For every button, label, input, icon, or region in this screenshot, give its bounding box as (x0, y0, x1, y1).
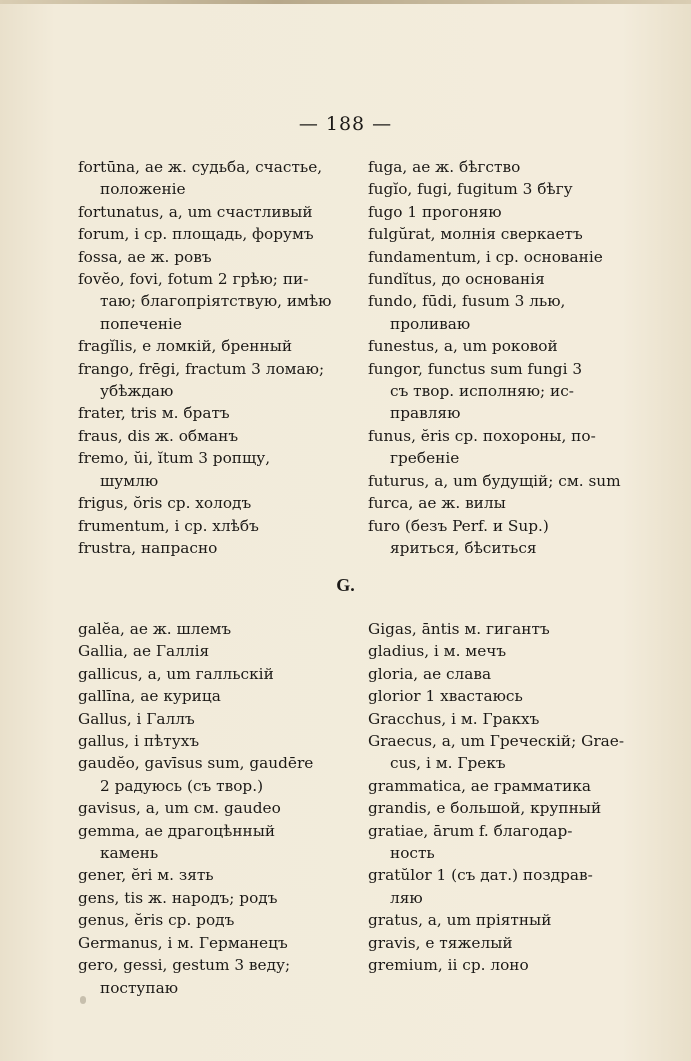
dictionary-entry: gratŭlor 1 (съ дат.) поздрав- (368, 866, 593, 885)
dictionary-entry: gaudĕo, gavīsus sum, gaudēre (78, 754, 314, 773)
dictionary-entry: fortūna, ae ж. судьба, счастье, (78, 158, 323, 176)
dictionary-entry-continuation: убѣждаю (100, 382, 174, 401)
dictionary-entry-continuation: гребеніе (390, 449, 460, 468)
dictionary-entry: gener, ĕri м. зять (78, 866, 214, 885)
dictionary-entry-continuation: 2 радуюсь (съ твор.) (100, 776, 264, 795)
dictionary-entry: galĕa, ae ж. шлемъ (78, 620, 232, 638)
dictionary-entry: gemma, ae драгоцѣнный (78, 821, 276, 840)
dictionary-entry: grandis, e большой, крупный (368, 799, 602, 818)
dictionary-entry: gavisus, a, um см. gaudeo (78, 799, 281, 818)
dictionary-entry: Germanus, i м. Германецъ (78, 933, 288, 952)
dictionary-entry: futurus, a, um будущій; см. sum (368, 471, 621, 490)
section-heading-g: G. (336, 575, 355, 595)
dictionary-entry-continuation: cus, i м. Грекъ (390, 754, 506, 773)
dictionary-entry: fuga, ae ж. бѣгство (368, 158, 521, 176)
scan-speck (80, 996, 86, 1004)
dictionary-entry: furca, ae ж. вилы (368, 494, 506, 513)
dictionary-entry: gero, gessi, gestum 3 веду; (78, 956, 291, 975)
dictionary-entry: gladius, i м. мечъ (368, 642, 507, 661)
dictionary-entry: fossa, ae ж. ровъ (78, 247, 212, 266)
dictionary-entry: frigus, ŏris ср. холодъ (78, 494, 252, 513)
dictionary-entry: Gigas, āntis м. гигантъ (368, 620, 550, 638)
dictionary-entry: frustra, напрасно (78, 538, 218, 557)
dictionary-entry: fundamentum, i ср. основаніе (368, 247, 603, 266)
dictionary-entry-continuation: шумлю (100, 471, 159, 490)
dictionary-entry: gallicus, a, um галльскій (78, 664, 274, 683)
dictionary-entry: fovĕo, fovi, fotum 2 грѣю; пи- (78, 270, 309, 289)
page-top-edge (0, 0, 691, 4)
dictionary-entry: Gallia, ae Галлія (78, 642, 210, 661)
dictionary-entry: frango, frēgi, fractum 3 ломаю; (78, 359, 325, 378)
dictionary-entry: fugĭo, fugi, fugitum 3 бѣгу (368, 180, 573, 199)
dictionary-entry: fugo 1 прогоняю (368, 202, 502, 221)
page-number: — 188 — (298, 113, 393, 135)
dictionary-entry: fundĭtus, до основанія (368, 270, 545, 289)
dictionary-entry: gallīna, ae курица (78, 687, 221, 706)
entries-g-left-column (78, 618, 350, 999)
dictionary-entry: frater, tris м. братъ (78, 404, 230, 423)
dictionary-entry-continuation: поступаю (100, 978, 179, 997)
dictionary-entry: fungor, functus sum fungi 3 (368, 359, 583, 378)
dictionary-entry: fulgŭrat, молнія сверкаетъ (368, 225, 583, 244)
dictionary-entry-continuation: яриться, бѣситься (390, 538, 537, 557)
dictionary-entry: gloria, ae слава (368, 664, 492, 683)
dictionary-entry: furo (безъ Perf. и Sup.) (368, 516, 549, 535)
dictionary-entry: gremium, ii ср. лоно (368, 956, 529, 975)
dictionary-entry-continuation: правляю (390, 404, 461, 423)
dictionary-entry: fortunatus, a, um счастливый (78, 202, 313, 221)
dictionary-entry: funestus, a, um роковой (368, 337, 558, 356)
dictionary-entry-continuation: ляю (390, 888, 423, 907)
entries-f-left-column (78, 156, 350, 559)
dictionary-entry: fremo, ŭi, ĭtum 3 ропщу, (78, 449, 271, 468)
dictionary-entry-continuation: проливаю (390, 314, 471, 333)
dictionary-entry-continuation: положеніе (100, 180, 186, 199)
dictionary-entry: Gallus, i Галлъ (78, 709, 195, 728)
dictionary-entry-continuation: камень (100, 844, 159, 863)
dictionary-entry: fragĭlis, e ломкій, бренный (78, 337, 293, 356)
dictionary-entry: gens, tis ж. народъ; родъ (78, 888, 278, 907)
dictionary-entry: Graecus, a, um Греческій; Grae- (368, 732, 625, 751)
dictionary-entry: genus, ĕris ср. родъ (78, 911, 235, 930)
dictionary-entry: fundo, fūdi, fusum 3 лью, (368, 292, 566, 311)
dictionary-entry: frumentum, i ср. хлѣбъ (78, 516, 259, 535)
dictionary-entry: forum, i ср. площадь, форумъ (78, 225, 314, 244)
dictionary-entry-continuation: съ твор. исполняю; ис- (390, 382, 574, 401)
entries-f-right-column (368, 156, 640, 559)
dictionary-entry: gallus, i пѣтухъ (78, 732, 200, 751)
dictionary-entry-continuation: таю; благопріятствую, имѣю (100, 292, 332, 311)
dictionary-entry: gravis, e тяжелый (368, 933, 513, 952)
dictionary-entry: gratiae, ārum f. благодар- (368, 821, 573, 840)
dictionary-entry: glorior 1 хвастаюсь (368, 687, 523, 706)
dictionary-entry: gratus, a, um пріятный (368, 911, 552, 930)
dictionary-entry: grammatica, ae грамматика (368, 776, 592, 795)
dictionary-entry: funus, ĕris ср. похороны, по- (368, 426, 596, 445)
dictionary-entry: Gracchus, i м. Гракхъ (368, 709, 540, 728)
dictionary-entry: fraus, dis ж. обманъ (78, 426, 239, 445)
dictionary-entry-continuation: попеченіе (100, 314, 182, 333)
entries-g-right-column (368, 618, 640, 977)
dictionary-entry-continuation: ность (390, 844, 435, 863)
